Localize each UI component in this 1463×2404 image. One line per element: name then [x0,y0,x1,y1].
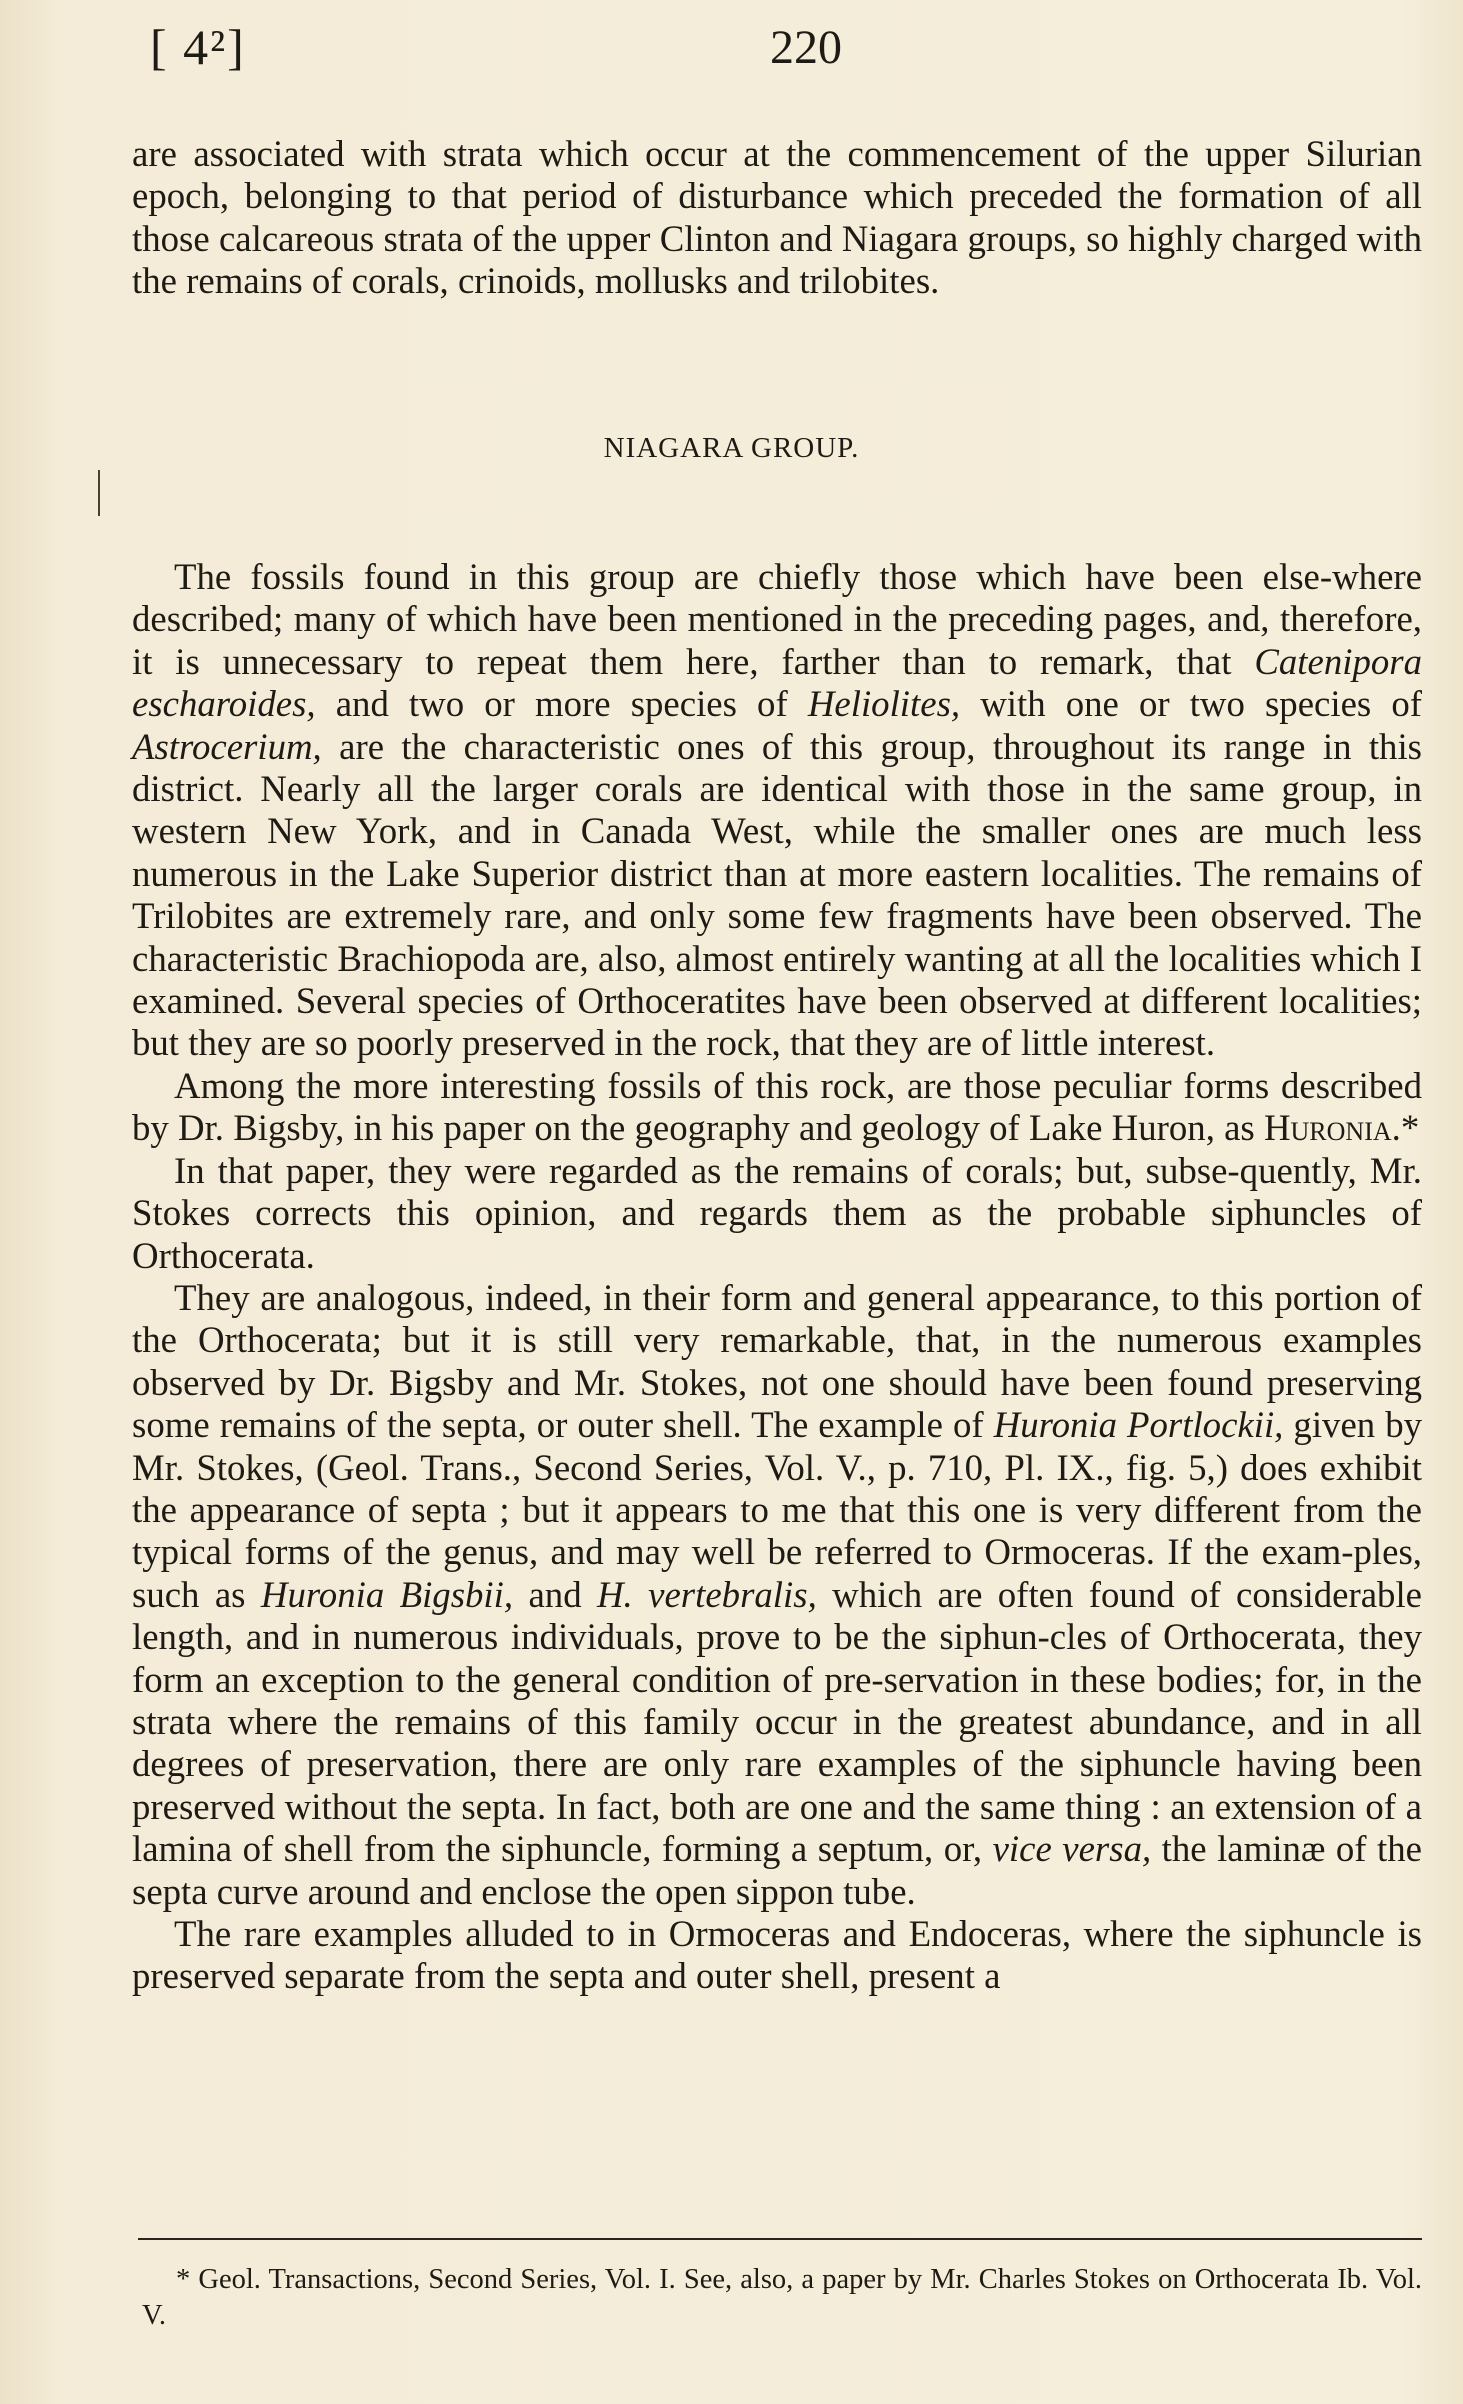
paragraph-5: The rare examples alluded to in Ormoceras and Endoceras, where the siphuncle is preserved separate from the septa and outer shell, present a [132,1913,1422,1997]
taxon-name: Heliolites, [807,683,961,725]
text-run: which are often found of considerable length, and in numerous individuals, prove to be the siphun-cles of Orthocerata, they form an exception to the general condition of pre-servation in these bodies; for, in the strata where the remains of this family occur in the greatest abundance, and in all degrees of preservation, there are only rare examples of the siphuncle having been preserved without the septa. In fact, both are one and the same thing : an extension of a lamina of shell from the siphuncle, forming a septum, or, [132,1573,1422,1870]
paragraph-4 [132,1277,1422,1913]
paragraph-1 [132,556,1422,1065]
paragraph-2 [132,1065,1422,1150]
text-run: given by Mr. Stokes, (Geol. Trans., Second Series, Vol. V., p. 710, Pl. IX., fig. 5,) does exhibit the appearance of septa ; but it appears to me that this one is very different from the typical forms of the genus, and may well be referred to Ormoceras. If the exam-ples, such as [132,1404,1422,1615]
taxon-name: Astrocerium, [132,725,322,767]
signature-mark: [ 4²] [150,19,246,75]
footnote-reference: .* [1391,1107,1420,1149]
taxon-name: Huronia Bigsbii, [260,1573,514,1615]
text-run: are the characteristic ones of this group, throughout its range in this district. Nearly all the larger corals are identical with those in the same group, in western New York, and in Canada West, while the smaller ones are much less numerous in the Lake Superior district than at more eastern localities. The remains of Trilobites are extremely rare, and only some few fragments have been observed. The characteristic Brachiopoda are, also, almost entirely wanting at all the localities which I examined. Several species of Orthoceratites have been observed at different localities; but they are so poorly preserved in the rock, that they are of little interest. [132,725,1422,1064]
continuation-text: are associated with strata which occur at the commencement of the upper Silurian epoch, belonging to that period of disturbance which preceded the formation of all those calcareous strata of the upper Clinton and Niagara groups, so highly charged with the remains of corals, crinoids, mollusks and trilobites. [132,133,1422,302]
footnote [142,2262,1422,2334]
text-run: and two or more species of [315,683,808,725]
text-run: with one or two species of [960,683,1422,725]
section-heading: NIAGARA GROUP. [603,432,860,464]
genus-name: Huronia [1263,1107,1392,1149]
taxon-name: Huronia Portlockii, [993,1404,1284,1446]
margin-mark [98,470,100,516]
taxon-name: Catenipora escharoides, [132,640,1422,725]
text-run: and [513,1573,597,1615]
text-run: Among the more interesting fossils of this rock, are those peculiar forms described by Dr. Bigsby, in his paper on the geography and geology of Lake Huron, as [132,1064,1422,1149]
paragraph-3: In that paper, they were regarded as the remains of corals; but, subse-quently, Mr. Stokes corrects this opinion, and regards them as the probable siphuncles of Orthocerata. [132,1149,1422,1276]
text-run: They are analogous, indeed, in their form and general appearance, to this portion of the Orthocerata; but it is still very remarkable, that, in the numerous examples observed by Dr. Bigsby and Mr. Stokes, not one should have been found preserving some remains of the septa, or outer shell. The example of [132,1276,1422,1446]
page-header [150,18,1430,78]
text-run: the laminæ of the septa curve around and enclose the open sippon tube. [132,1828,1423,1912]
body-text [132,556,1422,1998]
footnote-text: * Geol. Transactions, Second Series, Vol. I. See, also, a paper by Mr. Charles Stokes on Orthocerata Ib. Vol. V. [142,2264,1422,2331]
latin-phrase: vice versa, [992,1828,1152,1870]
continuation-paragraph [132,133,1422,303]
footnote-rule [138,2238,1422,2240]
page-number: 220 [770,21,842,74]
text-run: The fossils found in this group are chiefly those which have been else-where described; many of which have been mentioned in the preceding pages, and, therefore, it is unnecessary to repeat them here, farther than to remark, that [132,556,1422,682]
taxon-name: H. vertebralis, [596,1573,817,1615]
